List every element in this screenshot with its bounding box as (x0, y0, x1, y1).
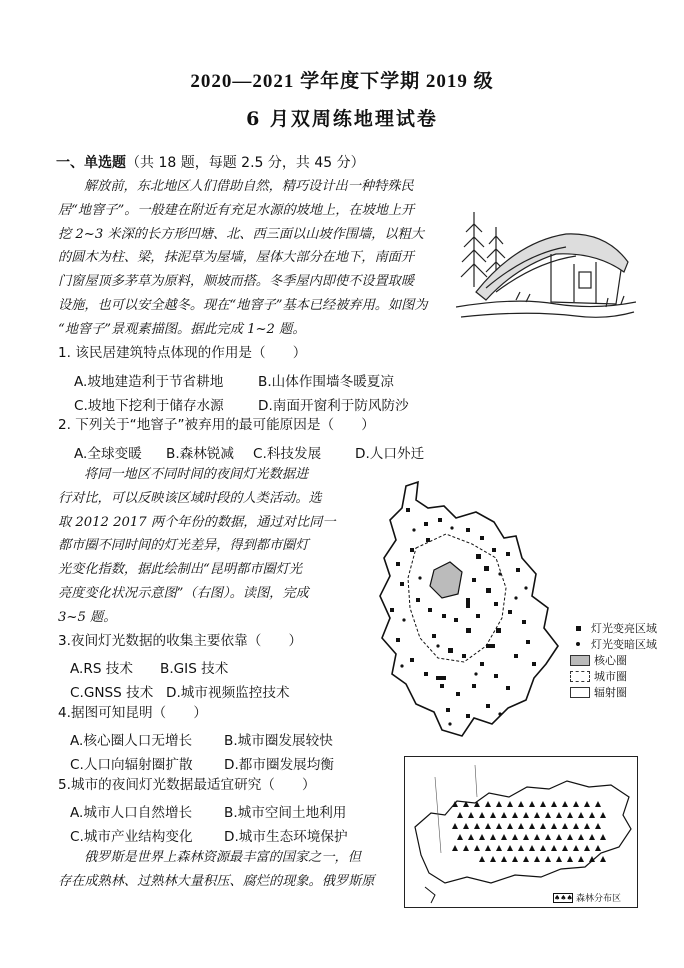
passage-line: “地窨子”景观素描图。据此完成 1~2 题。 (58, 321, 306, 337)
passage-line: 的圆木为柱、梁，抹泥草为屋墙，屋体大部分在地下，南面开 (58, 250, 415, 266)
tree-swatch-icon: ♠♠♠ (554, 893, 573, 902)
passage-line: 设施，也可以安全越冬。现在“地窨子”基本已经被弃用。如图为 (58, 297, 428, 313)
question-1-option-a[interactable]: A.坡地建造利于节省耕地 (74, 374, 224, 390)
dot-marker-icon (576, 642, 580, 646)
question-5-option-a[interactable]: A.城市人口自然增长 (70, 805, 193, 821)
passage-line: 解放前，东北地区人们借助自然，精巧设计出一种特殊民 (84, 179, 414, 194)
question-3-option-d[interactable]: D.城市视频监控技术 (166, 685, 290, 701)
passage-line: 亮度变化状况示意图”（右图）。读图，完成 (58, 585, 309, 601)
question-1-option-c[interactable]: C.坡地下挖利于储存水源 (74, 398, 224, 414)
section-heading (56, 152, 365, 172)
question-4-option-b[interactable]: B.城市圈发展较快 (224, 733, 333, 749)
legend-label: 辐射圈 (594, 686, 627, 699)
question-2-option-c[interactable]: C.科技发展 (253, 446, 322, 462)
russia-map-legend-label: 森林分布区 (576, 894, 622, 904)
legend-label: 核心圈 (594, 654, 627, 667)
passage-line: 行对比，可以反映该区域时段的人类活动。选 (58, 490, 322, 506)
legend-item-city (570, 668, 657, 684)
section-heading-info: （共 18 题，每题 2.5 分，共 45 分） (126, 155, 365, 171)
exam-title-line2: 6 月双周练地理试卷 (246, 108, 438, 130)
map-legend (570, 620, 657, 700)
question-3-option-c[interactable]: C.GNSS 技术 (70, 685, 154, 701)
question-5-stem: 5.城市的夜间灯光数据最适宜研究（ ） (58, 777, 316, 793)
question-3-option-a[interactable]: A.RS 技术 (70, 661, 133, 677)
section-heading-label: 一、单选题 (56, 155, 126, 171)
passage-line: 门窗屋顶多茅草为原料，顺坡而搭。冬季屋内即使不设置取暖 (58, 274, 415, 290)
passage-night-lights (58, 463, 368, 630)
dijiaozi-sketch-image (456, 192, 636, 332)
passage-line: 光变化指数，据此绘制出“昆明都市圈灯光 (58, 562, 303, 578)
question-2-option-a[interactable]: A.全球变暖 (74, 446, 142, 462)
legend-item-core (570, 652, 657, 668)
question-4-stem: 4.据图可知昆明（ ） (58, 705, 207, 721)
legend-label: 灯光变暗区域 (591, 638, 657, 651)
passage-line: 挖 2~3 米深的长方形凹塘、北、西三面以山坡作围墙，以粗大 (58, 226, 424, 242)
question-3-option-b[interactable]: B.GIS 技术 (160, 661, 229, 677)
passage-line: 存在成熟林、过熟林大量积压、腐烂的现象。俄罗斯原 (58, 873, 375, 889)
legend-item-brighter (570, 620, 657, 636)
question-1-option-d[interactable]: D.南面开窗利于防风防沙 (258, 398, 409, 414)
question-5-option-c[interactable]: C.城市产业结构变化 (70, 829, 193, 845)
square-marker-icon (576, 626, 581, 631)
legend-label: 城市圈 (594, 670, 627, 683)
question-4-option-a[interactable]: A.核心圈人口无增长 (70, 733, 193, 749)
question-4-option-c[interactable]: C.人口向辐射圈扩散 (70, 757, 193, 773)
passage-line: 都市圈不同时间的灯光差异，得到都市圈灯 (58, 538, 309, 554)
passage-line: 俄罗斯是世界上森林资源最丰富的国家之一，但 (84, 850, 361, 865)
question-2-option-b[interactable]: B.森林锐减 (166, 446, 235, 462)
legend-label: 灯光变亮区域 (591, 622, 657, 635)
question-1-stem: 1. 该民居建筑特点体现的作用是（ ） (58, 345, 307, 361)
tree-symbol-icon (600, 856, 606, 862)
city-swatch-icon (570, 671, 590, 682)
question-5-option-d[interactable]: D.城市生态环境保护 (224, 829, 348, 845)
russia-map-graphic (405, 757, 637, 907)
russia-map-legend (553, 891, 621, 904)
passage-line: 居“地窨子”。一般建在附近有充足水源的坡地上，在坡地上开 (58, 202, 415, 218)
passage-dijiaozi (58, 175, 458, 342)
kunming-light-change-map (376, 478, 568, 744)
russia-forest-map (404, 756, 638, 908)
question-5-option-b[interactable]: B.城市空间土地利用 (224, 805, 347, 821)
question-4-option-d[interactable]: D.都市圈发展均衡 (224, 757, 334, 773)
passage-russia-forest (58, 846, 393, 894)
legend-item-darker (570, 636, 657, 652)
passage-line: 取 2012 2017 两个年份的数据，通过对比同一 (58, 514, 336, 530)
question-2-stem: 2. 下列关于“地窨子”被弃用的最可能原因是（ ） (58, 417, 375, 433)
core-swatch-icon (570, 655, 590, 666)
radiation-swatch-icon (570, 687, 590, 698)
passage-line: 将同一地区不同时间的夜间灯光数据进 (84, 467, 309, 482)
legend-item-radiation (570, 684, 657, 700)
exam-title-line1: 2020—2021 学年度下学期 2019 级 (190, 71, 494, 92)
question-2-option-d[interactable]: D.人口外迁 (355, 446, 425, 462)
passage-line: 3~5 题。 (58, 609, 117, 625)
question-1-option-b[interactable]: B.山体作围墙冬暖夏凉 (258, 374, 394, 390)
question-3-stem: 3.夜间灯光数据的收集主要依靠（ ） (58, 633, 303, 649)
